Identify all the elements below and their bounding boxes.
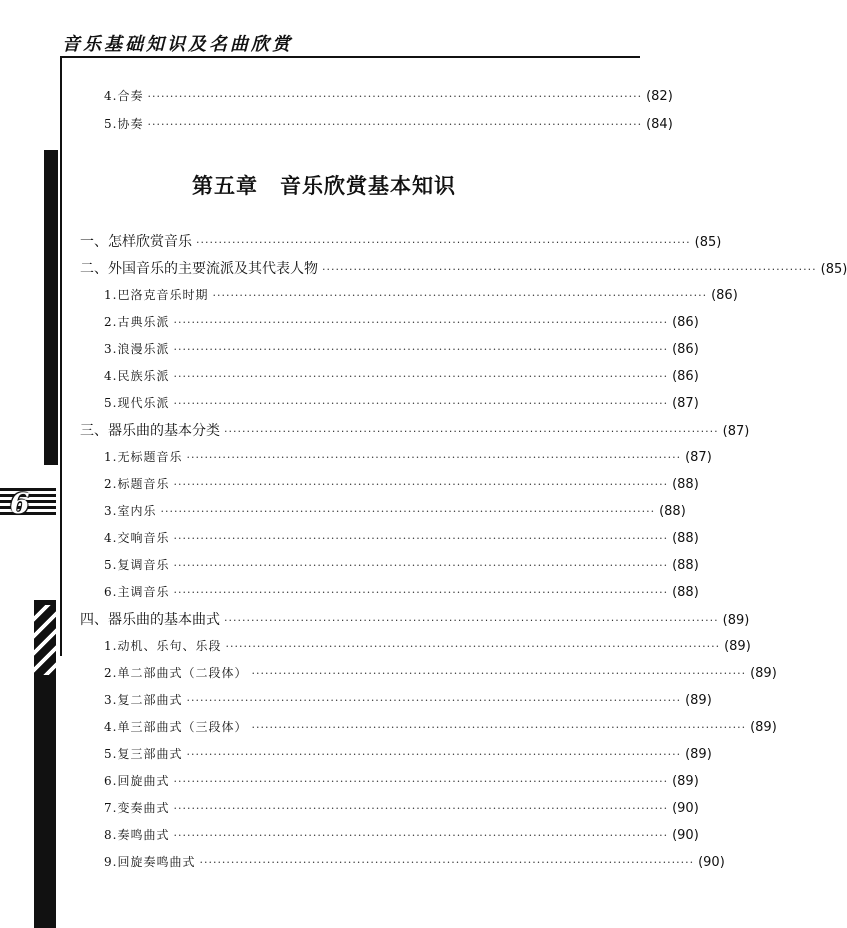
toc-entry[interactable] — [104, 637, 751, 654]
toc-leader: ·············································································································· — [173, 316, 669, 329]
toc-entry[interactable] — [104, 87, 673, 104]
toc-leader: ·············································································································· — [173, 775, 669, 788]
toc-entry-label: 4.交响音乐 — [104, 531, 170, 545]
chapter-title: 第五章 音乐欣赏基本知识 — [192, 174, 456, 198]
toc-entry-label: 3.复二部曲式 — [104, 693, 183, 707]
toc-entry[interactable] — [104, 313, 699, 330]
toc-entry[interactable] — [104, 340, 699, 357]
toc-entry-label: 6.回旋曲式 — [104, 774, 170, 788]
toc-leader: ·············································································································· — [199, 856, 695, 869]
toc-entry-page: (88) — [672, 477, 699, 492]
toc-leader: ·············································································································· — [251, 667, 747, 680]
toc-leader: ·············································································································· — [173, 478, 669, 491]
toc-entry-label: 7.变奏曲式 — [104, 801, 170, 815]
toc-section[interactable] — [80, 420, 750, 440]
toc-leader: ·············································································································· — [186, 694, 682, 707]
toc-entry-page: (90) — [672, 801, 699, 816]
toc-entry-page: (86) — [672, 315, 699, 330]
toc-entry[interactable] — [104, 583, 699, 600]
toc-entry-page: (86) — [672, 342, 699, 357]
toc-leader: ·············································································································· — [160, 505, 656, 518]
toc-leader: ·············································································································· — [173, 559, 669, 572]
toc-entry-label: 5.协奏 — [104, 117, 144, 131]
toc-entry-page: (82) — [646, 89, 673, 104]
toc-leader: ·············································································································· — [212, 289, 708, 302]
toc-leader: ·············································································································· — [225, 640, 721, 653]
toc-entry-page: (88) — [659, 504, 686, 519]
toc-entry[interactable] — [104, 394, 699, 411]
toc-leader: ·············································································································· — [147, 118, 643, 131]
toc-entry[interactable] — [104, 115, 673, 132]
toc-entry-label: 6.主调音乐 — [104, 585, 170, 599]
toc-entry-label: 5.现代乐派 — [104, 396, 170, 410]
toc-entry[interactable] — [104, 529, 699, 546]
toc-entry-page: (87) — [672, 396, 699, 411]
decorative-diagonal-stripes — [34, 605, 56, 675]
toc-leader: ·············································································································· — [322, 263, 817, 276]
toc-leader: ·············································································································· — [173, 829, 669, 842]
toc-entry-page: (84) — [646, 117, 673, 132]
toc-entry-label: 3.浪漫乐派 — [104, 342, 170, 356]
toc-section-label: 二、外国音乐的主要流派及其代表人物 — [80, 261, 318, 277]
toc-leader: ·············································································································· — [224, 614, 719, 627]
toc-section-label: 四、器乐曲的基本曲式 — [80, 612, 220, 628]
toc-entry-page: (90) — [698, 855, 725, 870]
toc-leader: ·············································································································· — [173, 532, 669, 545]
header-rule — [60, 56, 640, 58]
toc-leader: ·············································································································· — [147, 90, 643, 103]
toc-leader: ·············································································································· — [173, 586, 669, 599]
toc-section[interactable] — [80, 609, 750, 629]
toc-entry-page: (88) — [672, 531, 699, 546]
toc-leader: ·············································································································· — [196, 236, 691, 249]
toc-section-label: 三、器乐曲的基本分类 — [80, 423, 220, 439]
toc-entry-label: 4.单三部曲式（三段体） — [104, 720, 248, 734]
toc-entry-label: 4.民族乐派 — [104, 369, 170, 383]
toc-entry-page: (89) — [685, 693, 712, 708]
toc-entry-label: 4.合奏 — [104, 89, 144, 103]
toc-entry-page: (89) — [685, 747, 712, 762]
toc-section[interactable] — [80, 231, 722, 251]
margin-rule — [60, 56, 62, 656]
toc-entry[interactable] — [104, 718, 777, 735]
toc-entry-label: 2.单二部曲式（二段体） — [104, 666, 248, 680]
toc-leader: ·············································································································· — [173, 397, 669, 410]
toc-leader: ·············································································································· — [224, 425, 719, 438]
toc-entry[interactable] — [104, 367, 699, 384]
toc-entry-label: 2.标题音乐 — [104, 477, 170, 491]
toc-leader: ·············································································································· — [173, 370, 669, 383]
toc-entry-label: 3.室内乐 — [104, 504, 157, 518]
toc-leader: ·············································································································· — [186, 748, 682, 761]
toc-entry[interactable] — [104, 691, 712, 708]
toc-entry-label: 1.无标题音乐 — [104, 450, 183, 464]
toc-entry[interactable] — [104, 664, 777, 681]
toc-entry[interactable] — [104, 502, 686, 519]
toc-entry-page: (86) — [711, 288, 738, 303]
toc-entry-page: (89) — [750, 666, 777, 681]
toc-entry-page: (88) — [672, 585, 699, 600]
toc-entry-page: (85) — [694, 235, 722, 250]
toc-entry[interactable] — [104, 448, 712, 465]
toc-entry-page: (89) — [722, 613, 750, 628]
toc-entry[interactable] — [104, 799, 699, 816]
toc-entry-page: (87) — [685, 450, 712, 465]
toc-entry[interactable] — [104, 745, 712, 762]
toc-entry-page: (89) — [750, 720, 777, 735]
toc-section[interactable] — [80, 258, 847, 278]
toc-entry-label: 2.古典乐派 — [104, 315, 170, 329]
toc-entry-page: (85) — [820, 262, 847, 277]
toc-entry-page: (88) — [672, 558, 699, 573]
toc-entry-label: 9.回旋奏鸣曲式 — [104, 855, 196, 869]
page-number: 6 — [10, 487, 30, 520]
toc-entry-label: 5.复调音乐 — [104, 558, 170, 572]
toc-entry-label: 8.奏鸣曲式 — [104, 828, 170, 842]
toc-entry[interactable] — [104, 853, 725, 870]
toc-entry-page: (89) — [672, 774, 699, 789]
toc-leader: ·············································································································· — [173, 343, 669, 356]
toc-entry-label: 1.巴洛克音乐时期 — [104, 288, 209, 302]
toc-entry-page: (86) — [672, 369, 699, 384]
toc-entry[interactable] — [104, 475, 699, 492]
toc-entry-page: (87) — [722, 424, 750, 439]
toc-entry-label: 5.复三部曲式 — [104, 747, 183, 761]
toc-section-label: 一、怎样欣赏音乐 — [80, 234, 192, 250]
toc-entry[interactable] — [104, 772, 699, 789]
toc-entry-label: 1.动机、乐句、乐段 — [104, 639, 222, 653]
toc-leader: ·············································································································· — [186, 451, 682, 464]
toc-entry-page: (89) — [724, 639, 751, 654]
toc-entry-page: (90) — [672, 828, 699, 843]
running-header: 音乐基础知识及名曲欣赏 — [62, 34, 293, 55]
toc-entry[interactable] — [104, 286, 738, 303]
toc-entry[interactable] — [104, 826, 699, 843]
toc-entry[interactable] — [104, 556, 699, 573]
toc-leader: ·············································································································· — [251, 721, 747, 734]
toc-leader: ·············································································································· — [173, 802, 669, 815]
